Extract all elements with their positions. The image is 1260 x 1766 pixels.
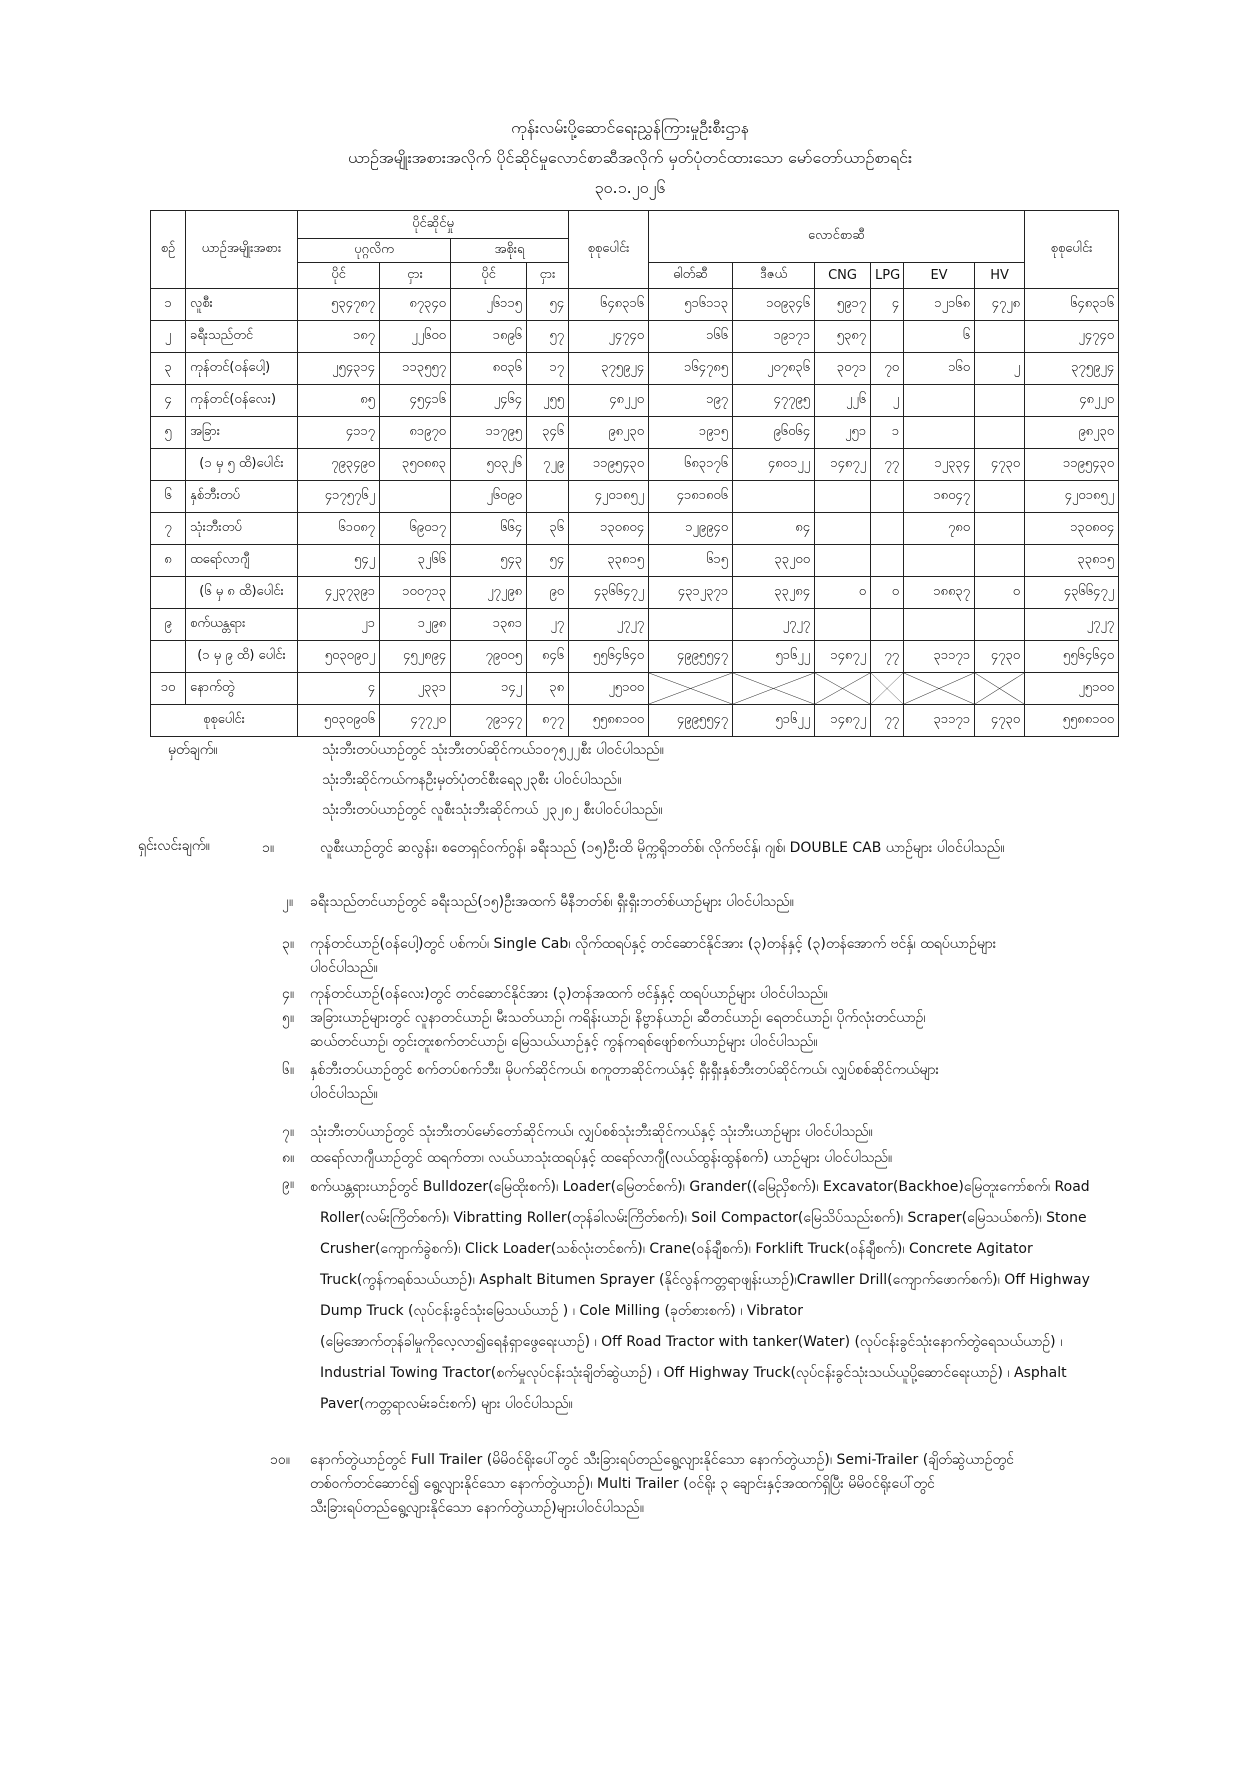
row-cell: ၂၄၇၄၀ [1025, 321, 1119, 353]
explanation-number: ၄။ [282, 986, 295, 1002]
row-cell: ၁၂၉၈ [380, 609, 451, 641]
report-title: ယာဉ်အမျိုးအစားအလိုက် ပိုင်ဆိုင်မှုလောင်စာဆီအလိုက် မှတ်ပုံတင်ထားသော မော်တော်ယာဉ်စာရင်း [347, 148, 913, 167]
row-cell: ၁၄၂ [451, 673, 527, 705]
row-cell: ၃၈ [527, 673, 569, 705]
row-vehicle-type: အခြား [186, 417, 298, 449]
row-cell: ၆၁၀၈၇ [298, 513, 380, 545]
row-cell: ၀ [815, 577, 871, 609]
row-vehicle-type: နောက်တွဲ [186, 673, 298, 705]
explanation-line: သီးခြားရပ်တည်ရွေ့လျားနိုင်သော နောက်တွဲယာဉ်)များပါဝင်ပါသည်။ [310, 1500, 644, 1516]
explanation-line: Roller(လမ်းကြိတ်စက်)၊ Vibratting Roller(တုန်ခါလမ်းကြိတ်စက်)၊ Soil Compactor(မြေသိပ်သည်းစက်)၊ Scraper(မြေသယ်စက်)၊ Stone [320, 1210, 1087, 1226]
row-cell: ၆၄၈၃၁၆ [569, 289, 649, 321]
row-cell: ၂၂၆၀၀ [380, 321, 451, 353]
explanation-line: Crusher(ကျောက်ခွဲစက်)၊ Click Loader(သစ်လုံးတင်စက်)၊ Crane(ဝန်ချီစက်)၊ Forklift Truck(ဝန်ချီစက်)၊ Concrete Agitator [320, 1241, 1033, 1257]
row-cell: ၂၅၄၃၁၄ [298, 353, 380, 385]
explanation-line: Truck(ကွန်ကရစ်သယ်ယာဉ်)၊ Asphalt Bitumen Sprayer (နိုင်လွန်ကတ္တရာဖျန်းယာဉ်)၊Crawller Drill(ကျောက်ဖောက်စက်)၊ Off Highway [320, 1272, 1090, 1288]
row-vehicle-type: (၁ မှ ၅ ထိ)ပေါင်း [186, 449, 298, 481]
grand-total-row [151, 705, 1119, 737]
explanation-line: ကုန်တင်ယာဉ်(ဝန်ပေါ့)တွင် ပစ်ကပ်၊ Single Cab၊ လိုက်ထရပ်နှင့် တင်ဆောင်နိုင်အား (၃)တန်နှင့် (၃)တန်အောက် ဗင်နှ်၊ ထရပ်ယာဉ်များ [310, 936, 997, 952]
row-cell: ၁၈၀၄၇ [904, 481, 975, 513]
row-cell: ၉၀ [527, 577, 569, 609]
row-cell: ၄၈၂၂၀ [569, 385, 649, 417]
row-cell: ၈၄၆ [527, 641, 569, 673]
explanation-line: ကုန်တင်ယာဉ်(ဝန်လေး)တွင် တင်ဆောင်နိုင်အား (၃)တန်အထက် ဗင်နှ်နှင့် ထရပ်ယာဉ်များ ပါဝင်ပါသည်။ [310, 986, 828, 1002]
row-cell: ၄၃၁၂၃၇၁ [649, 577, 733, 609]
grand-total-cell: ၅၀၃၀၉၀၆ [298, 705, 380, 737]
row-cell [815, 545, 871, 577]
row-cell: ၆၈၃၁၇၆ [649, 449, 733, 481]
explanation-line: (မြေအောက်တုန်ခါမှုကိုလေ့လာ၍ရေနံရှာဖွေရေးယာဉ်) ၊ Off Road Tractor with tanker(Water) (လုပ်ငန်းခွင်သုံးနောက်တွဲရေသယ်ယာဉ်) ၊ [320, 1334, 1063, 1350]
row-cell: ၄ [871, 289, 904, 321]
row-cell: ၄၁၈၁၈၀၆ [649, 481, 733, 513]
row-cell: ၄ [298, 673, 380, 705]
grand-total-cell: ၃၁၁၇၁ [904, 705, 975, 737]
row-cell [904, 417, 975, 449]
row-cell [975, 609, 1025, 641]
row-cell: ၁၂၃၃၄ [904, 449, 975, 481]
explanation-text [310, 1448, 1014, 1520]
row-cell [904, 545, 975, 577]
row-cell: ၈၁၉၇၀ [380, 417, 451, 449]
row-cell [904, 385, 975, 417]
table-row [151, 545, 1119, 577]
row-no: ၂ [151, 321, 186, 353]
row-vehicle-type: သုံးဘီးတပ် [186, 513, 298, 545]
remark-line: သုံးဘီးဆိုင်ကယ်ကနဦးမှတ်ပုံတင်စီးရေ၃၂၃စီး ပါဝင်ပါသည်။ [322, 772, 622, 788]
row-cell: ၁၆၀ [904, 353, 975, 385]
explanation-number: ၈။ [282, 1150, 295, 1166]
row-cell: ၅၄ [527, 545, 569, 577]
explanation-line: နောက်တွဲယာဉ်တွင် Full Trailer (မိမိဝင်ရိုးပေါ်တွင် သီးခြားရပ်တည်ရွေ့လျားနိုင်သော နောက်တွဲယာဉ်)၊ Semi-Trailer (ချိတ်ဆွဲယာဉ်တွင် [310, 1452, 1014, 1468]
row-cell: ၇၈၀ [904, 513, 975, 545]
table-row [151, 513, 1119, 545]
row-cell [871, 673, 904, 705]
row-vehicle-type: လူစီး [186, 289, 298, 321]
row-cell: ၆၆၄ [451, 513, 527, 545]
explanation-line: ခရီးသည်တင်ယာဉ်တွင် ခရီးသည်(၁၅)ဦးအထက် မီနီဘတ်စ်၊ ရှီးရှီးဘတ်စ်ယာဉ်များ ပါဝင်ပါသည်။ [310, 894, 794, 910]
row-cell: ၅၄၂ [298, 545, 380, 577]
diesel-header: ဒီဇယ် [733, 263, 815, 289]
explanation-text [310, 1120, 873, 1144]
row-cell [871, 545, 904, 577]
explanation-line: သုံးဘီးတပ်ယာဉ်တွင် သုံးဘီးတပ်မော်တော်ဆိုင်ကယ်၊ လျှပ်စစ်သုံးဘီးဆိုင်ကယ်နှင့် သုံးဘီးယာဉ်များ ပါဝင်ပါသည်။ [310, 1124, 873, 1140]
row-cell: ၂၅၁၀၀ [1025, 673, 1119, 705]
row-cell: ၃၆ [527, 513, 569, 545]
row-cell: ၅၃၈၇ [815, 321, 871, 353]
row-cell: ၆၄၈၃၁၆ [1025, 289, 1119, 321]
department-title: ကုန်းလမ်းပို့ဆောင်ရေးညွှန်ကြားမှုဦးစီးဌာန [511, 118, 749, 137]
row-cell: ၂၄၇၄၀ [569, 321, 649, 353]
row-cell: ၁၈၉၆ [451, 321, 527, 353]
col-total-header: စုစုပေါင်း [569, 211, 649, 289]
row-cell: ၁၇ [527, 353, 569, 385]
row-no [151, 449, 186, 481]
table-body [151, 289, 1119, 737]
row-cell: ၂၃၃၁ [380, 673, 451, 705]
row-cell: ၄၇၃၀ [975, 641, 1025, 673]
row-cell: ၂၆၁၁၅ [451, 289, 527, 321]
explanation-number: ၂။ [282, 894, 294, 910]
row-cell: ၅၅၆၄၆၄၀ [569, 641, 649, 673]
col-no-header: စဉ် [151, 211, 186, 289]
row-cell [975, 385, 1025, 417]
row-cell: ၄၅၄၁၆ [380, 385, 451, 417]
row-cell: ၅၁၆၂၂ [733, 641, 815, 673]
row-cell [380, 481, 451, 513]
cng-header: CNG [815, 263, 871, 289]
row-no: ၁ [151, 289, 186, 321]
row-vehicle-type: ကုန်တင်(ဝန်လေး) [186, 385, 298, 417]
row-no: ၈ [151, 545, 186, 577]
table-row [151, 577, 1119, 609]
row-cell [815, 481, 871, 513]
row-cell: ၇၉၃၄၉၀ [298, 449, 380, 481]
row-cell: ၂၆၀၉၀ [451, 481, 527, 513]
private-header: ပုဂ္ဂလိက [298, 239, 451, 263]
row-cell: ၂၄၆၄ [451, 385, 527, 417]
row-cell: ၂၇၂၇ [1025, 609, 1119, 641]
table-row [151, 609, 1119, 641]
private-share-header: ငှား [380, 263, 451, 289]
report-date: ၃၀.၁.၂၀၂၆ [594, 178, 666, 197]
row-cell: ၇၇ [871, 449, 904, 481]
row-cell [904, 673, 975, 705]
explanation-text [310, 1146, 892, 1170]
row-cell: ၃၀၇၁ [815, 353, 871, 385]
row-cell: ၅၇ [527, 321, 569, 353]
row-cell: ၄၃၆၆၄၇၂ [1025, 577, 1119, 609]
grand-total-cell: ၄၉၉၅၅၄၇ [649, 705, 733, 737]
explanation-number: ၃။ [282, 936, 295, 952]
row-cell: ၂၂၆ [815, 385, 871, 417]
explanation-text [310, 1172, 1090, 1420]
row-cell [649, 673, 733, 705]
row-vehicle-type: (၆ မှ ၈ ထိ)ပေါင်း [186, 577, 298, 609]
row-cell: ၂ [975, 353, 1025, 385]
row-cell [975, 545, 1025, 577]
row-cell: ၈၇၃၄၀ [380, 289, 451, 321]
row-cell [871, 513, 904, 545]
row-cell: ၅၄၃ [451, 545, 527, 577]
row-cell: ၂၇၂၇ [569, 609, 649, 641]
row-no [151, 577, 186, 609]
row-cell: ၃၃၂၀၀ [733, 545, 815, 577]
row-cell: ၃၁၁၇၁ [904, 641, 975, 673]
lpg-header: LPG [871, 263, 904, 289]
row-cell: ၃၃၂၈၄ [733, 577, 815, 609]
row-cell: ၁၁၉၅၄၃၀ [1025, 449, 1119, 481]
row-no: ၅ [151, 417, 186, 449]
remarks-label: မှတ်ချက်။ [168, 742, 218, 758]
row-vehicle-type: (၁ မှ ၉ ထိ) ပေါင်း [186, 641, 298, 673]
row-cell: ၄၈၂၂၀ [1025, 385, 1119, 417]
grand-total-cell: ၁၄၈၇၂ [815, 705, 871, 737]
remark-line: သုံးဘီးတပ်ယာဉ်တွင် လူစီးသုံးဘီးဆိုင်ကယ် ၂၃၂၈၂ စီးပါဝင်ပါသည်။ [322, 802, 663, 818]
row-cell: ၂၅၅ [527, 385, 569, 417]
row-vehicle-type: နှစ်ဘီးတပ် [186, 481, 298, 513]
grand-total-cell: ၅၅၈၈၁၀၀ [1025, 705, 1119, 737]
table-row [151, 289, 1119, 321]
explanation-line: နှစ်ဘီးတပ်ယာဉ်တွင် စက်တပ်စက်ဘီး၊ မိုပက်ဆိုင်ကယ်၊ စကူတာဆိုင်ကယ်နှင့် ရှီးရှီးနှစ်ဘီးတပ်ဆိုင်ကယ်၊ လျှပ်စစ်ဆိုင်ကယ်များ [310, 1062, 940, 1078]
row-cell: ၂၁ [298, 609, 380, 641]
explanation-line: တစ်ဝက်တင်ဆောင်၍ ရွေ့လျားနိုင်သော နောက်တွဲယာဉ်)၊ Multi Trailer (ဝင်ရိုး ၃ ချောင်းနှင့်အထက်ရှိပြီး မိမိဝင်ရိုးပေါ်တွင် [310, 1476, 935, 1492]
row-cell: ၁၆၆ [649, 321, 733, 353]
row-cell: ၂၇ [527, 609, 569, 641]
explanation-line: ထရော်လာဂျီယာဉ်တွင် ထရက်တာ၊ လယ်ယာသုံးထရပ်နှင့် ထရော်လာဂျီ(လယ်ထွန်းထွန်စက်) ယာဉ်များ ပါဝင်ပါသည်။ [310, 1150, 893, 1166]
table-row [151, 385, 1119, 417]
row-vehicle-type: ခရီးသည်တင် [186, 321, 298, 353]
explanation-line: ပါဝင်ပါသည်။ [310, 1086, 378, 1102]
row-cell: ၂၅၁၀၀ [569, 673, 649, 705]
row-cell: ၁ [871, 417, 904, 449]
explanation-line: ပါဝင်ပါသည်။ [310, 960, 378, 976]
grand-total-cell: ၇၇ [871, 705, 904, 737]
explanation-text [310, 1006, 926, 1054]
explanation-number: ၅။ [282, 1010, 295, 1026]
row-cell: ၉၆၀၆၄ [733, 417, 815, 449]
explanation-line: Paver(ကတ္တရာလမ်းခင်းစက်) များ ပါဝင်ပါသည်။ [320, 1396, 573, 1412]
row-cell: ၇၇ [871, 641, 904, 673]
row-cell: ၂၅၁ [815, 417, 871, 449]
table-row [151, 673, 1119, 705]
row-cell: ၆၁၅ [649, 545, 733, 577]
explanation-text [310, 982, 828, 1006]
grand-total-cell: ၅၁၆၂၂ [733, 705, 815, 737]
row-cell: ၁၀၀၇၁၃ [380, 577, 451, 609]
row-cell: ၇၉၀၀၅ [451, 641, 527, 673]
row-cell: ၆ [904, 321, 975, 353]
row-cell: ၂ [871, 385, 904, 417]
row-cell [975, 513, 1025, 545]
row-cell [975, 321, 1025, 353]
explanation-number: ၁။ [262, 840, 275, 856]
row-cell: ၈၀၃၆ [451, 353, 527, 385]
row-cell: ၁၀၉၃၄၆ [733, 289, 815, 321]
grand-total-cell: ၇၉၁၄၇ [451, 705, 527, 737]
row-cell: ၈၄ [733, 513, 815, 545]
explanation-text [310, 890, 794, 914]
explanation-line: Dump Truck (လုပ်ငန်းခွင်သုံးမြေသယ်ယာဉ် ) ၊ Cole Milling (ခုတ်စားစက်) ၊ Vibrator [320, 1303, 803, 1319]
explanation-number: ၁၀။ [270, 1452, 290, 1468]
row-cell: ၃၇၅၉၂၄ [569, 353, 649, 385]
row-vehicle-type: စက်ယန္တရား [186, 609, 298, 641]
row-cell: ၄၁၇၅၇၆၂ [298, 481, 380, 513]
grand-total-cell: ၄၇၇၂၀ [380, 705, 451, 737]
hv-header: HV [975, 263, 1025, 289]
row-cell [871, 609, 904, 641]
row-cell [975, 673, 1025, 705]
explanations-label: ရှင်းလင်းချက်။ [138, 838, 210, 854]
row-cell: ၄၁၁၇ [298, 417, 380, 449]
row-cell: ၅၁၆၁၁၃ [649, 289, 733, 321]
row-cell: ၅၃၄၇၈၇ [298, 289, 380, 321]
private-owner-header: ပိုင် [298, 263, 380, 289]
row-cell: ၁၂၁၆၈ [904, 289, 975, 321]
row-cell [733, 673, 815, 705]
row-cell [871, 321, 904, 353]
row-cell [733, 481, 815, 513]
row-cell: ၁၃၀၈၀၄ [569, 513, 649, 545]
row-cell: ၅၄ [527, 289, 569, 321]
row-cell: ၃၄၆ [527, 417, 569, 449]
row-cell: ၄၇၃၀ [975, 449, 1025, 481]
row-cell [975, 481, 1025, 513]
table-row [151, 481, 1119, 513]
gov-owner-header: ပိုင် [451, 263, 527, 289]
row-cell [904, 609, 975, 641]
explanation-text [320, 836, 1005, 860]
row-cell: ၄၈၀၁၂၂ [733, 449, 815, 481]
row-no: ၁၀ [151, 673, 186, 705]
row-cell: ၄၅၂၈၉၄ [380, 641, 451, 673]
explanation-line: အခြားယာဉ်များတွင် လူနာတင်ယာဉ်၊ မီးသတ်ယာဉ်၊ ကရိန်းယာဉ်၊ နိဗ္ဗာန်ယာဉ်၊ ဆီတင်ယာဉ်၊ ရေတင်ယာဉ်၊ ပိုက်လုံးတင်ယာဉ်၊ [310, 1010, 926, 1026]
row-cell: ၁၉၇ [649, 385, 733, 417]
row-cell: ၃၇၅၉၂၄ [1025, 353, 1119, 385]
row-no: ၇ [151, 513, 186, 545]
gov-share-header: ငှား [527, 263, 569, 289]
row-cell: ၀ [975, 577, 1025, 609]
row-cell: ၂၇၂၉၈ [451, 577, 527, 609]
row-cell: ၅၅၆၄၆၄၀ [1025, 641, 1119, 673]
col-total2-header: စုစုပေါင်း [1025, 211, 1119, 289]
grand-total-label: စုစုပေါင်း [151, 705, 298, 737]
explanation-line: Industrial Towing Tractor(စက်မှုလုပ်ငန်းသုံးချိတ်ဆွဲယာဉ်) ၊ Off Highway Truck(လုပ်ငန်းခွင်သုံးသယ်ယူပို့ဆောင်ရေးယာဉ်) ၊ Asphalt [320, 1365, 1067, 1381]
row-cell [527, 481, 569, 513]
row-cell: ၇၀ [871, 353, 904, 385]
row-no [151, 641, 186, 673]
table-row [151, 417, 1119, 449]
row-no: ၆ [151, 481, 186, 513]
vehicle-registration-table [150, 210, 1119, 737]
row-cell: ၄၇၂၈ [975, 289, 1025, 321]
row-cell: ၉၈၂၃၀ [569, 417, 649, 449]
explanation-text [310, 932, 996, 980]
row-cell: ၇၂၉ [527, 449, 569, 481]
row-cell: ၃၃၈၁၅ [1025, 545, 1119, 577]
row-cell [815, 609, 871, 641]
row-cell: ၁၃၈၁ [451, 609, 527, 641]
row-cell: ၅၉၁၇ [815, 289, 871, 321]
row-cell: ၃၅၀၈၈၃ [380, 449, 451, 481]
ev-header: EV [904, 263, 975, 289]
explanation-line: လူစီးယာဉ်တွင် ဆလွန်း၊ စတေရှင်ဝက်ဂွန်၊ ခရီးသည် (၁၅)ဦးထိ မိုက္ကရိုဘတ်စ်၊ လိုက်ဗင်နှ်၊ ဂျစ်၊ DOUBLE CAB ယာဉ်များ ပါဝင်ပါသည်။ [320, 840, 1005, 856]
row-cell: ၃၃၈၁၅ [569, 545, 649, 577]
row-cell: ၄၃၆၆၄၇၂ [569, 577, 649, 609]
row-cell: ၃၂၆၆ [380, 545, 451, 577]
government-header: အစိုးရ [451, 239, 569, 263]
row-cell: ၅၀၃၂၆ [451, 449, 527, 481]
col-type-header: ယာဉ်အမျိုးအစား [186, 211, 298, 289]
table-row [151, 353, 1119, 385]
row-cell: ၅၀၃၀၉၀၂ [298, 641, 380, 673]
row-no: ၉ [151, 609, 186, 641]
row-cell: ၁၄၈၇၂ [815, 641, 871, 673]
row-no: ၃ [151, 353, 186, 385]
row-cell: ၉၈၂၃၀ [1025, 417, 1119, 449]
row-cell: ၀ [871, 577, 904, 609]
table-row [151, 321, 1119, 353]
row-cell [815, 513, 871, 545]
explanation-text [310, 1058, 939, 1106]
row-cell: ၁၃၀၈၀၄ [1025, 513, 1119, 545]
row-cell: ၄၇၇၉၅ [733, 385, 815, 417]
ownership-header: ပိုင်ဆိုင်မှု [298, 211, 569, 239]
explanation-number: ၇။ [282, 1124, 295, 1140]
row-cell [871, 481, 904, 513]
row-cell: ၄၂၀၁၈၅၂ [569, 481, 649, 513]
grand-total-cell: ၄၇၃၀ [975, 705, 1025, 737]
row-cell: ၁၁၇၉၅ [451, 417, 527, 449]
explanation-line: ဆယ်တင်ယာဉ်၊ တွင်းတူးစက်တင်ယာဉ်၊ မြေသယ်ယာဉ်နှင့် ကွန်ကရစ်ဖျော်စက်ယာဉ်များ ပါဝင်ပါသည်။ [310, 1034, 818, 1050]
row-cell [649, 609, 733, 641]
row-cell: ၁၉၁၇၁ [733, 321, 815, 353]
table-row [151, 641, 1119, 673]
row-no: ၄ [151, 385, 186, 417]
explanation-number: ၆။ [282, 1062, 295, 1078]
row-cell [975, 417, 1025, 449]
row-cell: ၄၂၃၇၃၉၁ [298, 577, 380, 609]
row-cell: ၄၂၀၁၈၅၂ [1025, 481, 1119, 513]
row-cell: ၁၈၇ [298, 321, 380, 353]
row-cell: ၆၉၀၁၇ [380, 513, 451, 545]
petrol-header: ဓါတ်ဆီ [649, 263, 733, 289]
row-cell: ၂၇၂၇ [733, 609, 815, 641]
header-row-1 [151, 211, 1119, 239]
table-row [151, 449, 1119, 481]
row-cell: ၁၆၄၇၈၅ [649, 353, 733, 385]
row-vehicle-type: ကုန်တင်(ဝန်ပေါ့) [186, 353, 298, 385]
row-cell: ၁၁၉၅၄၃၀ [569, 449, 649, 481]
grand-total-cell: ၈၇၇ [527, 705, 569, 737]
row-cell: ၄၉၉၅၅၄၇ [649, 641, 733, 673]
row-vehicle-type: ထရော်လာဂျီ [186, 545, 298, 577]
row-cell: ၈၅ [298, 385, 380, 417]
row-cell: ၁၉၁၅ [649, 417, 733, 449]
explanation-line: စက်ယန္တရားယာဉ်တွင် Bulldozer(မြေထိုးစက်)၊ Loader(မြေတင်စက်)၊ Grander((မြေညှိစက်)၊ Excavator(Backhoe)မြေတူးကော်စက်၊ Road [310, 1179, 1090, 1195]
row-cell [815, 673, 871, 705]
row-cell: ၁၈၈၃၇ [904, 577, 975, 609]
row-cell: ၂၀၇၈၃၆ [733, 353, 815, 385]
row-cell: ၁၁၃၅၅၇ [380, 353, 451, 385]
row-cell: ၁၂၉၉၄၀ [649, 513, 733, 545]
explanation-number: ၉။ [282, 1176, 295, 1192]
grand-total-cell: ၅၅၈၈၁၀၀ [569, 705, 649, 737]
row-cell: ၁၄၈၇၂ [815, 449, 871, 481]
fuel-header: လောင်စာဆီ [649, 211, 1025, 263]
remark-line: သုံးဘီးတပ်ယာဉ်တွင် သုံးဘီးတပ်ဆိုင်ကယ်၁၀၇၅၂၂စီး ပါဝင်ပါသည်။ [322, 742, 664, 758]
